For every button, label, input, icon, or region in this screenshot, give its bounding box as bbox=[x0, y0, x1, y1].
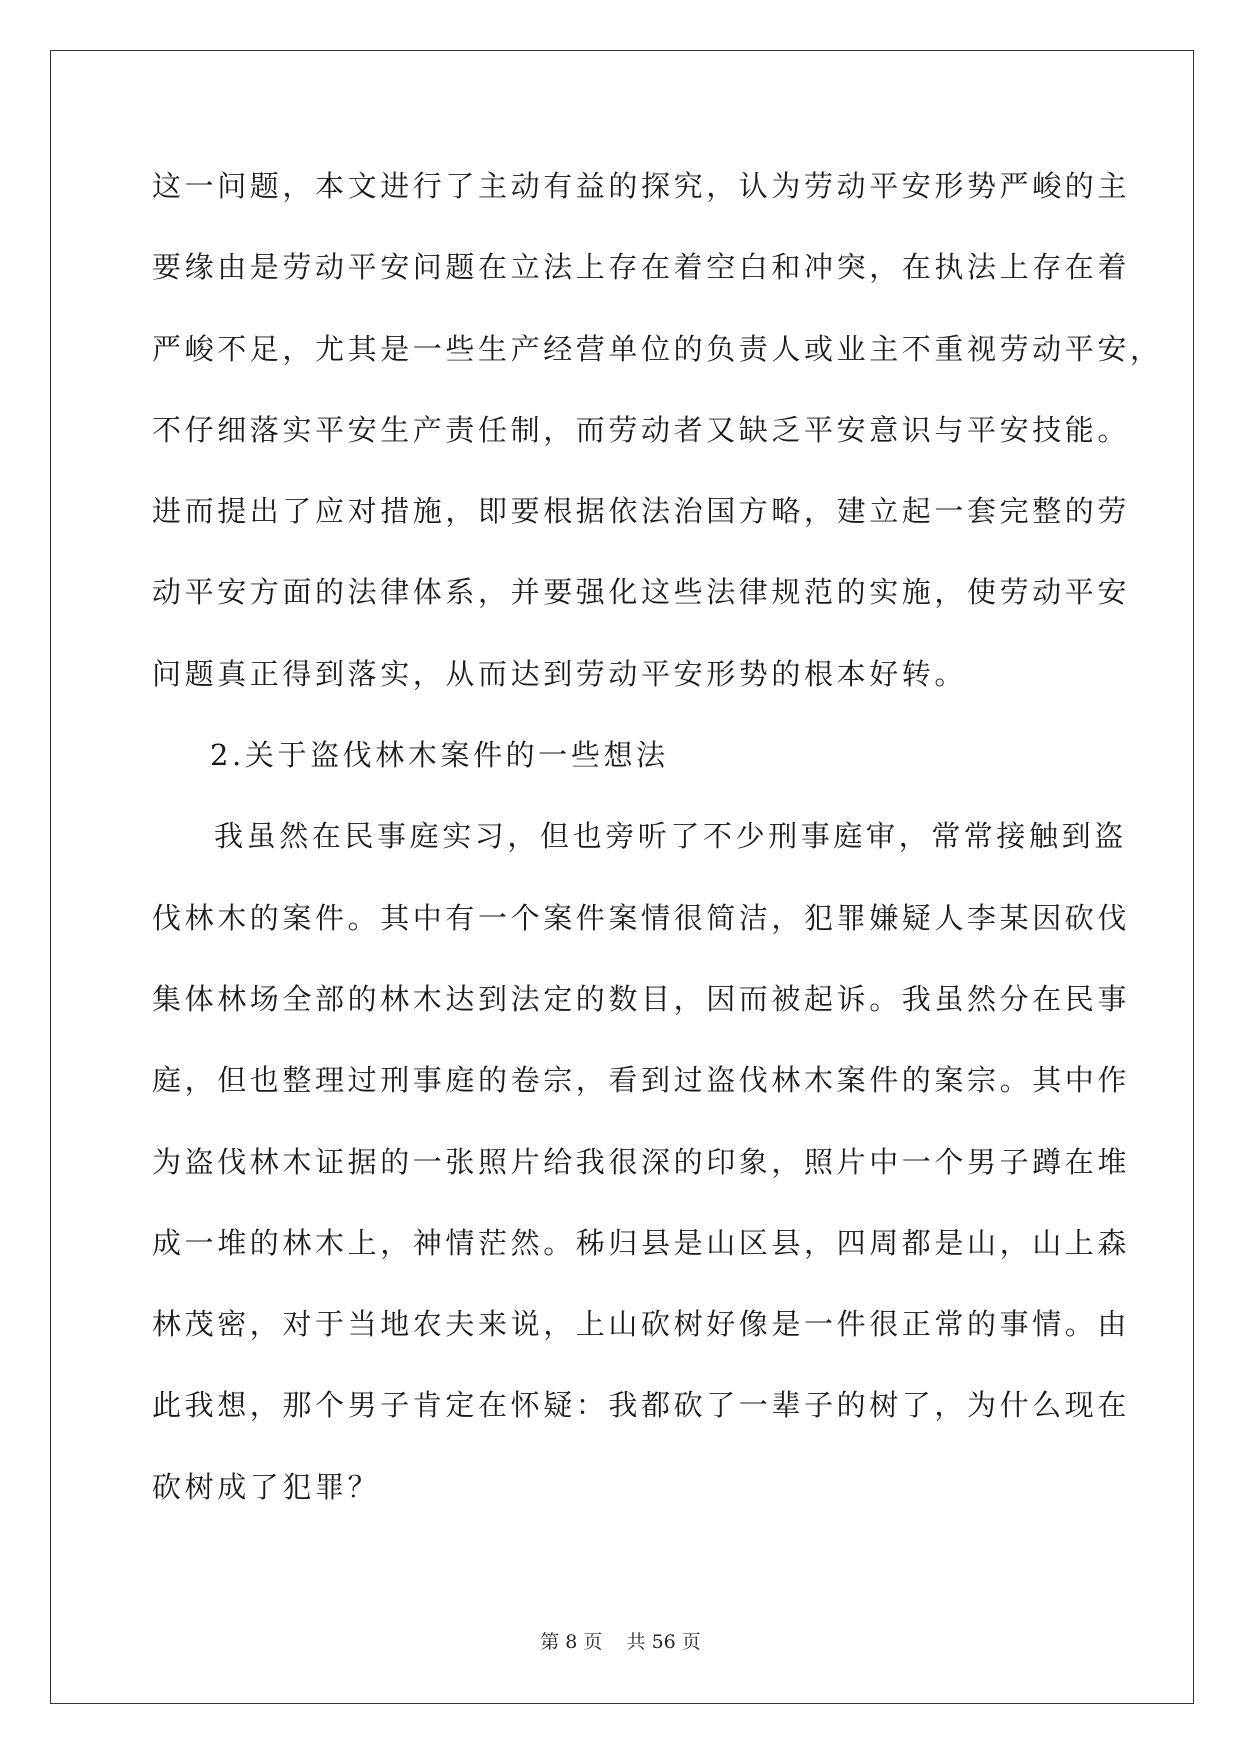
body-line: 此我想，那个男子肯定在怀疑：我都砍了一辈子的树了，为什么现在 bbox=[152, 1388, 1131, 1423]
page-number-label: 第 8 页 共 56 页 bbox=[540, 1631, 701, 1653]
body-line: 动平安方面的法律体系，并要强化这些法律规范的实施，使劳动平安 bbox=[152, 575, 1131, 610]
body-line: 进而提出了应对措施，即要根据依法治国方略，建立起一套完整的劳 bbox=[152, 494, 1131, 529]
body-line: 庭，但也整理过刑事庭的卷宗，看到过盗伐林木案件的案宗。其中作 bbox=[152, 1063, 1131, 1098]
body-line: 林茂密，对于当地农夫来说，上山砍树好像是一件很正常的事情。由 bbox=[152, 1307, 1131, 1342]
page-footer bbox=[0, 1627, 1241, 1654]
body-line: 问题真正得到落实，从而达到劳动平安形势的根本好转。 bbox=[152, 656, 968, 691]
body-line: 不仔细落实平安生产责任制，而劳动者又缺乏平安意识与平安技能。 bbox=[152, 412, 1131, 447]
body-line: 为盗伐林木证据的一张照片给我很深的印象，照片中一个男子蹲在堆 bbox=[152, 1144, 1131, 1179]
section-heading: 2.关于盗伐林木案件的一些想法 bbox=[210, 738, 669, 773]
document-body bbox=[152, 160, 1163, 1542]
paragraph-first-line: 我虽然在民事庭实习，但也旁听了不少刑事庭审，常常接触到盗 bbox=[214, 819, 1127, 854]
body-line: 要缘由是劳动平安问题在立法上存在着空白和冲突，在执法上存在着 bbox=[152, 250, 1131, 285]
body-line: 伐林木的案件。其中有一个案件案情很简洁，犯罪嫌疑人李某因砍伐 bbox=[152, 900, 1131, 935]
body-line: 严峻不足，尤其是一些生产经营单位的负责人或业主不重视劳动平安， bbox=[152, 331, 1163, 366]
body-line: 集体林场全部的林木达到法定的数目，因而被起诉。我虽然分在民事 bbox=[152, 981, 1131, 1016]
body-line: 砍树成了犯罪？ bbox=[152, 1469, 381, 1504]
body-line: 这一问题，本文进行了主动有益的探究，认为劳动平安形势严峻的主 bbox=[152, 169, 1131, 203]
body-line: 成一堆的林木上，神情茫然。秭归县是山区县，四周都是山，山上森 bbox=[152, 1225, 1131, 1260]
